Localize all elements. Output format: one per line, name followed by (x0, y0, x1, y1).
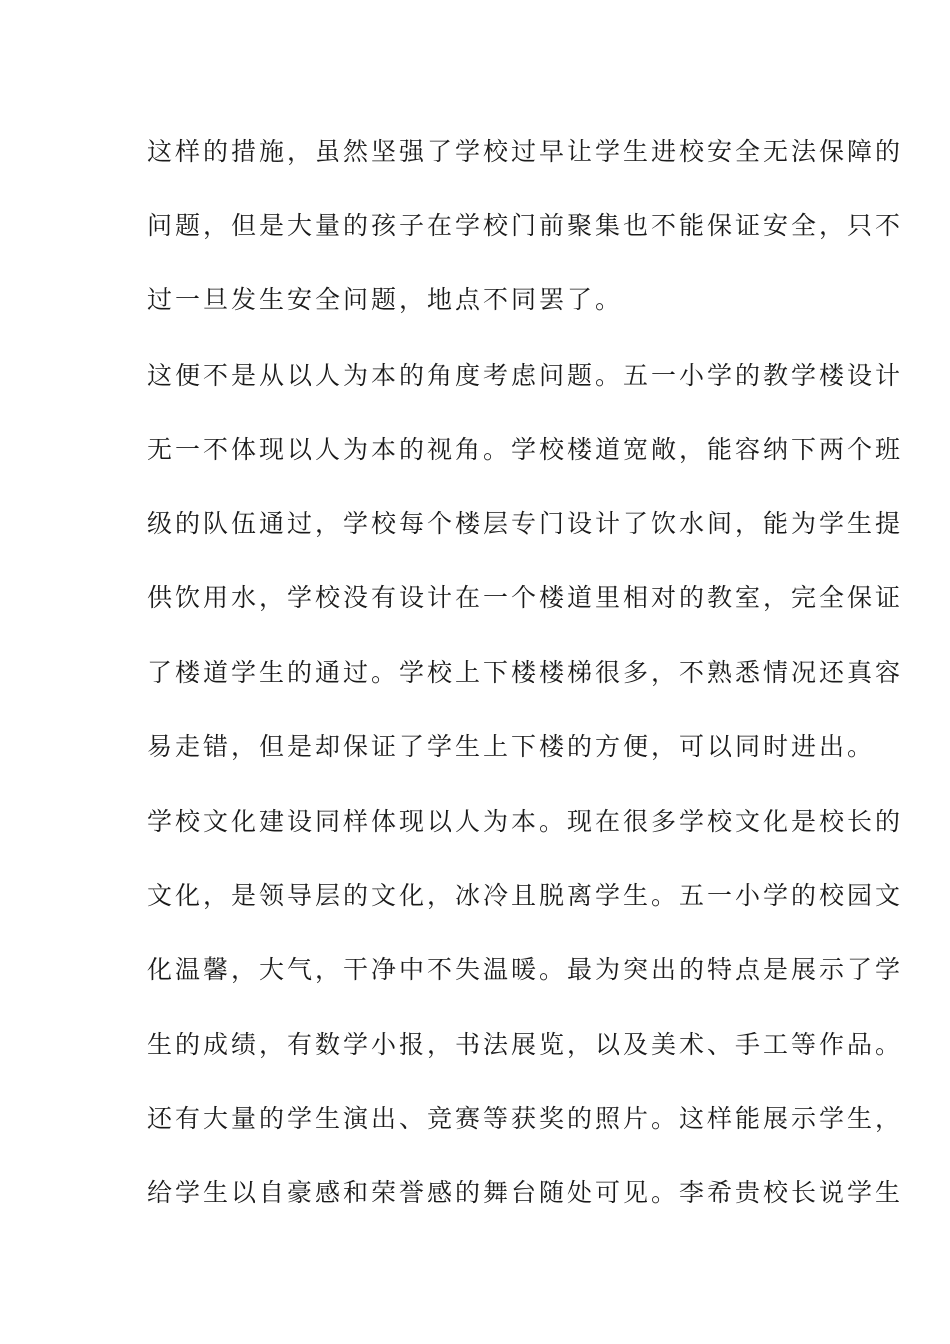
text-line: 还有大量的学生演出、竞赛等获奖的照片。这样能展示学生， (147, 1104, 904, 1133)
text-line: 学校文化建设同样体现以人为本。现在很多学校文化是校长的 (147, 807, 904, 836)
text-line: 供饮用水，学校没有设计在一个楼道里相对的教室，完全保证 (147, 583, 904, 612)
text-line: 过一旦发生安全问题，地点不同罢了。 (147, 285, 624, 314)
text-line: 文化，是领导层的文化，冰冷且脱离学生。五一小学的校园文 (147, 881, 904, 910)
text-line: 这样的措施，虽然坚强了学校过早让学生进校安全无法保障的 (147, 137, 904, 166)
text-line: 生的成绩，有数学小报，书法展览，以及美术、手工等作品。 (147, 1030, 904, 1059)
text-line: 级的队伍通过，学校每个楼层专门设计了饮水间，能为学生提 (147, 509, 904, 538)
text-line: 易走错，但是却保证了学生上下楼的方便，可以同时进出。 (147, 732, 876, 761)
text-line: 了楼道学生的通过。学校上下楼楼梯很多，不熟悉情况还真容 (147, 658, 904, 687)
text-line: 化温馨，大气，干净中不失温暖。最为突出的特点是展示了学 (147, 955, 904, 984)
text-line: 给学生以自豪感和荣誉感的舞台随处可见。李希贵校长说学生 (147, 1178, 904, 1207)
text-line: 这便不是从以人为本的角度考虑问题。五一小学的教学楼设计 (147, 361, 904, 390)
text-line: 无一不体现以人为本的视角。学校楼道宽敞，能容纳下两个班 (147, 435, 904, 464)
text-line: 问题，但是大量的孩子在学校门前聚集也不能保证安全，只不 (147, 211, 904, 240)
